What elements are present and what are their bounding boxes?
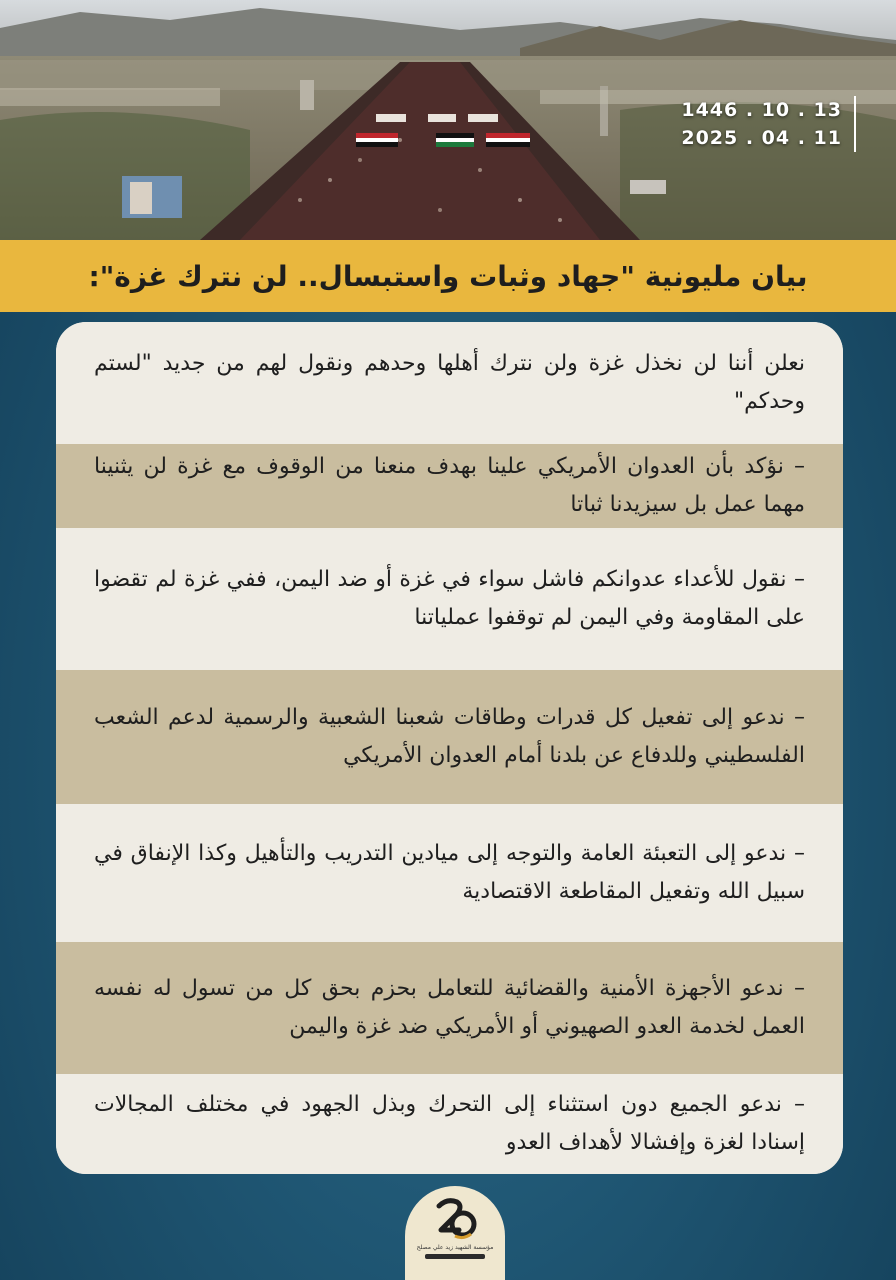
statement-item [56, 444, 843, 528]
statement-item [56, 528, 843, 670]
statement-text: – نؤكد بأن العدوان الأمريكي علينا بهدف منعنا من الوقوف مع غزة لن يثنينا مهما عمل بل سيزيدنا ثباتا [94, 454, 805, 517]
statement-text: – نقول للأعداء عدوانكم فاشل سواء في غزة أو ضد اليمن، ففي غزة لم تقضوا على المقاومة وفي اليمن لم توقفوا عملياتنا [94, 567, 805, 630]
date-stamp [681, 96, 856, 152]
title-band [0, 240, 896, 312]
organization-name: مؤسسة الشهيد زيد علي مصلح [416, 1244, 494, 1251]
hijri-date: 1446 . 10 . 13 [681, 99, 842, 121]
statement-item [56, 942, 843, 1074]
organization-logo [405, 1186, 505, 1280]
organization-tagline-bar [425, 1254, 485, 1259]
hero-photo [0, 0, 896, 240]
number-20-logo-icon [433, 1196, 477, 1242]
statement-text: – ندعو إلى التعبئة العامة والتوجه إلى ميادين التدريب والتأهيل وكذا الإنفاق في سبيل الله وتفعيل المقاطعة الاقتصادية [94, 841, 805, 904]
statement-item [56, 322, 843, 444]
statement-item [56, 670, 843, 804]
page-title: بيان مليونية "جهاد وثبات واستبسال.. لن نترك غزة": [88, 259, 808, 293]
statements-card [56, 322, 843, 1174]
statement-item [56, 804, 843, 942]
statement-text: نعلن أننا لن نخذل غزة ولن نترك أهلها وحدهم ونقول لهم من جديد "لستم وحدكم" [94, 351, 805, 414]
statement-text: – ندعو الأجهزة الأمنية والقضائية للتعامل بحزم بحق كل من تسول له نفسه العمل لخدمة العدو الصهيوني أو الأمريكي ضد غزة واليمن [94, 976, 805, 1039]
statement-text: – ندعو إلى تفعيل كل قدرات وطاقات شعبنا الشعبية والرسمية لدعم الشعب الفلسطيني وللدفاع عن بلدنا أمام العدوان الأمريكي [94, 705, 805, 768]
statement-text: – ندعو الجميع دون استثناء إلى التحرك وبذل الجهود في مختلف المجالات إسنادا لغزة وإفشالا لأهداف العدو [94, 1092, 805, 1155]
statement-item [56, 1074, 843, 1174]
gregorian-date: 2025 . 04 . 11 [681, 127, 842, 149]
